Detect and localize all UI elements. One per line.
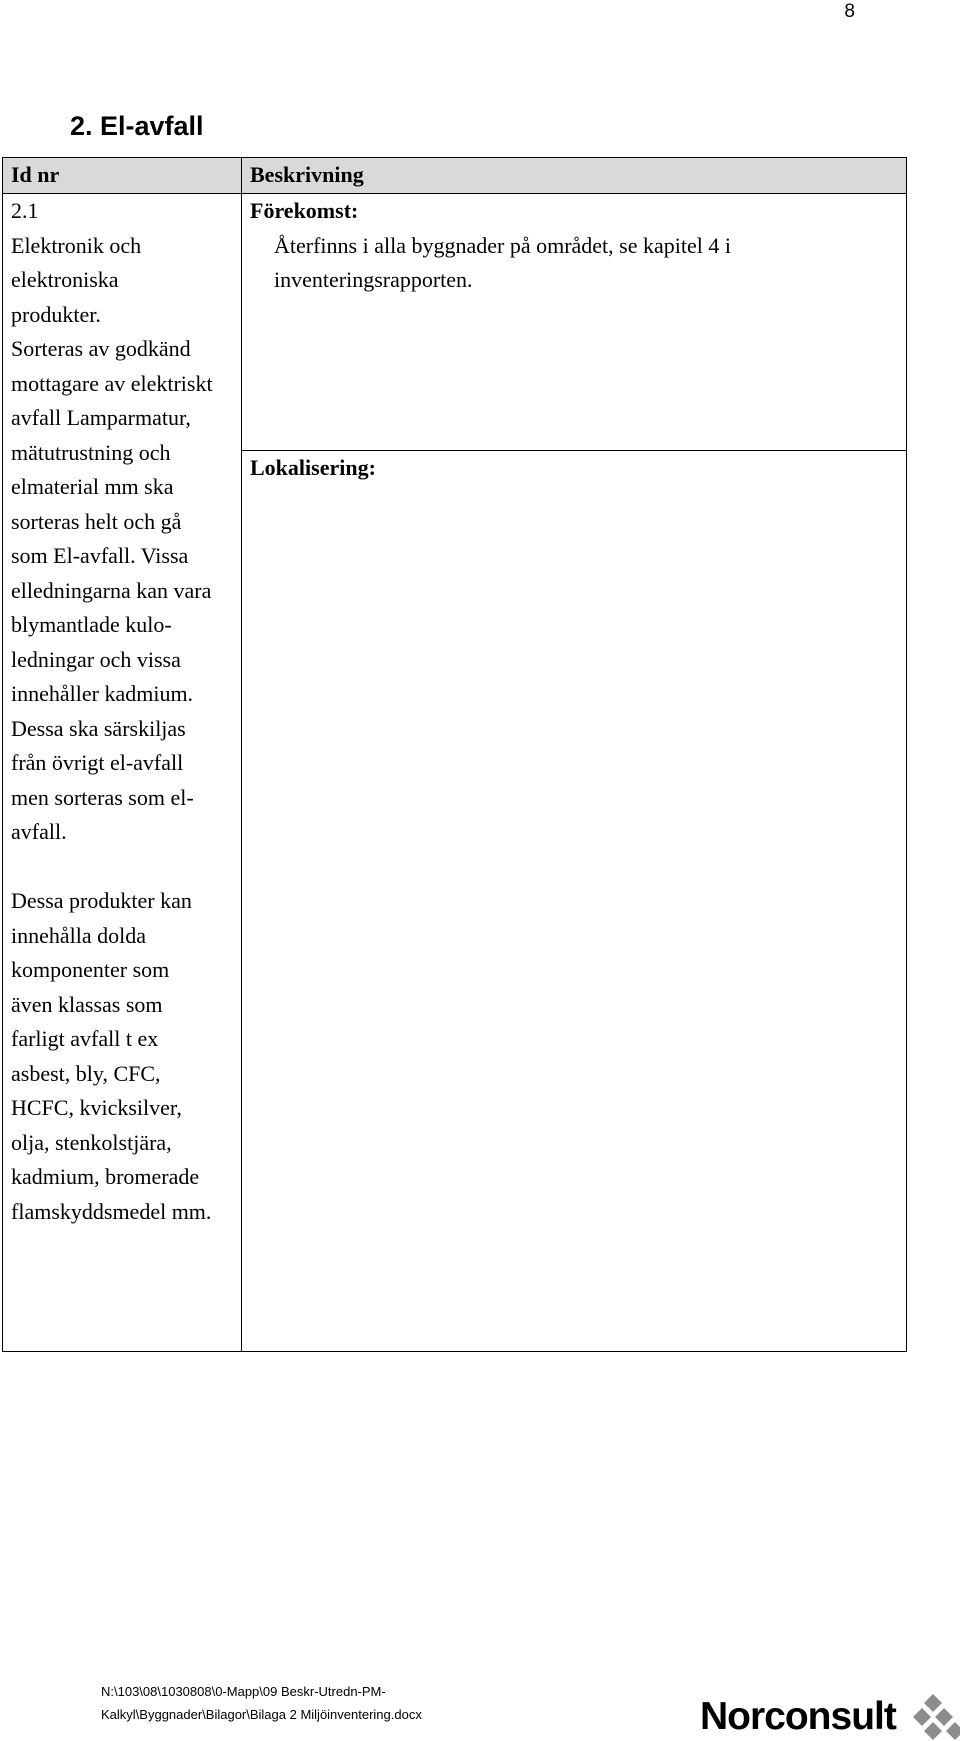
forekomst-cell (242, 194, 907, 451)
forekomst-label: Förekomst: (250, 198, 359, 223)
forekomst-text: Återfinns i alla byggnader på området, se kapitel 4 i inventeringsrapporten. (274, 232, 731, 292)
logo-diamond-shape (913, 1708, 931, 1726)
logo-diamond-shape (924, 1722, 942, 1740)
norconsult-diamond-logo-icon (902, 1693, 960, 1741)
footer-file-path: N:\103\08\1030808\0-Mapp\09 Beskr-Utredn-PM- Kalkyl\Byggnader\Bilagor\Bilaga 2 Miljöinventering.docx (101, 1684, 422, 1722)
table-row (3, 194, 907, 451)
header-id-nr: Id nr (3, 158, 242, 194)
lokalisering-label: Lokalisering: (250, 455, 376, 481)
logo-diamond-shape (935, 1708, 953, 1726)
table-header-row (3, 158, 907, 194)
header-beskrivning: Beskrivning (242, 158, 907, 194)
page-number: 8 (844, 1, 855, 22)
logo-diamond-shape (946, 1722, 960, 1740)
logo-diamond-shape (924, 1694, 942, 1712)
company-logo (700, 1693, 960, 1741)
lokalisering-cell (242, 451, 907, 1352)
id-cell: 2.1 Elektronik och elektroniska produkter. Sorteras av godkänd mottagare av elektriskt avfall Lamparmatur, mätutrustning och elmaterial mm ska sorteras helt och gå som El-avfall. Vissa elledningarna kan vara blymantlade kulo- ledningar och vissa innehåller kadmium. Dessa ska särskiljas från övrigt el-avfall men sorteras som el- avfall. Dessa produkter kan innehålla dolda komponenter som även klassas som farligt avfall t ex asbest, bly, CFC, HCFC, kvicksilver, olja, stenkolstjära, kadmium, bromerade flamskyddsmedel mm. (3, 194, 242, 1352)
logo-wordmark: Norconsult (700, 1695, 896, 1738)
section-heading: 2. El-avfall (70, 111, 204, 141)
inventory-table (2, 157, 907, 1352)
